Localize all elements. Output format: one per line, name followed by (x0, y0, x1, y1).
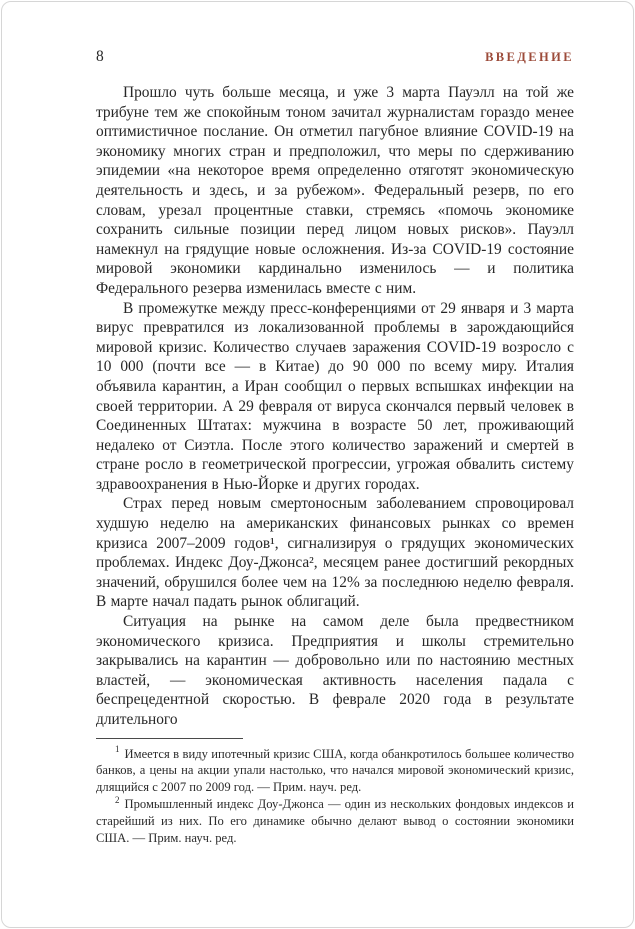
footnote (96, 746, 574, 796)
body-text (96, 83, 574, 730)
footnote-text: Имеется в виду ипотечный кризис США, когда обанкротилось большее количество банков, а цены на акции упали настолько, что начался мировой экономический кризис, длящийся с 2007 по 2009 год. — Прим. науч. ред. (96, 746, 574, 795)
footnote-marker: 1 (115, 744, 120, 755)
book-page (1, 1, 634, 928)
footnote-marker: 2 (115, 794, 120, 805)
footnote (96, 796, 574, 846)
paragraph: Ситуация на рынке на самом деле была предвестником экономического кризиса. Предприятия и школы стремительно закрывались на карантин — добровольно или по настоянию местных властей, — экономическая активность населения падала с беспрецедентной скоростью. В феврале 2020 года в результате длительного (96, 613, 574, 728)
chapter-title: ВВЕДЕНИЕ (485, 50, 574, 64)
paragraph: Прошло чуть больше месяца, и уже 3 марта Пауэлл на той же трибуне тем же спокойным тоном зачитал журналистам гораздо менее оптимистичное послание. Он отметил пагубное влияние COVID-19 на экономику многих стран и предположил, что меры по сдерживанию эпидемии «на некоторое время определенно отяготят экономическую деятельность и здесь, и за рубежом». Федеральный резерв, по его словам, урезал процентные ставки, стремясь «помочь экономике сохранить сильные позиции перед лицом новых рисков». Пауэлл намекнул на грядущие новые осложнения. Из-за COVID-19 состояние мировой экономики кардинально изменилось — и политика Федерального резерва изменилась вместе с ним. (96, 84, 574, 297)
footnote-separator (96, 738, 243, 739)
paragraph: Страх перед новым смертоносным заболеванием спровоцировал худшую неделю на американских финансовых рынках со времен кризиса 2007–2009 годов¹, сигнализируя о грядущих экономических проблемах. Индекс Доу-Джонса², месяцем ранее достигший рекордных значений, обрушился более чем на 12% за последнюю неделю февраля. В марте начал падать рынок облигаций. (96, 495, 574, 611)
page-number: 8 (96, 48, 104, 65)
running-header (96, 48, 574, 66)
footnotes-section (96, 738, 574, 847)
paragraph: В промежутке между пресс-конференциями от 29 января и 3 марта вирус превратился из локализованной проблемы в зарождающийся мировой кризис. Количество случаев заражения COVID-19 возросло с 10 000 (почти все — в Китае) до 90 000 по всему миру. Италия объявила карантин, а Иран сообщил о первых вспышках инфекции на своей территории. А 29 февраля от вируса скончался первый человек в Соединенных Штатах: мужчина в возрасте 50 лет, проживающий недалеко от Сиэтла. После этого количество заражений и смертей в стране росло в геометрической прогрессии, угрожая обвалить систему здравоохранения в Нью-Йорке и других городах. (96, 299, 574, 493)
footnote-text: Промышленный индекс Доу-Джонса — один из нескольких фондовых индексов и старейший из них. По его динамике обычно делают вывод о состоянии экономики США. — Прим. науч. ред. (96, 796, 574, 845)
